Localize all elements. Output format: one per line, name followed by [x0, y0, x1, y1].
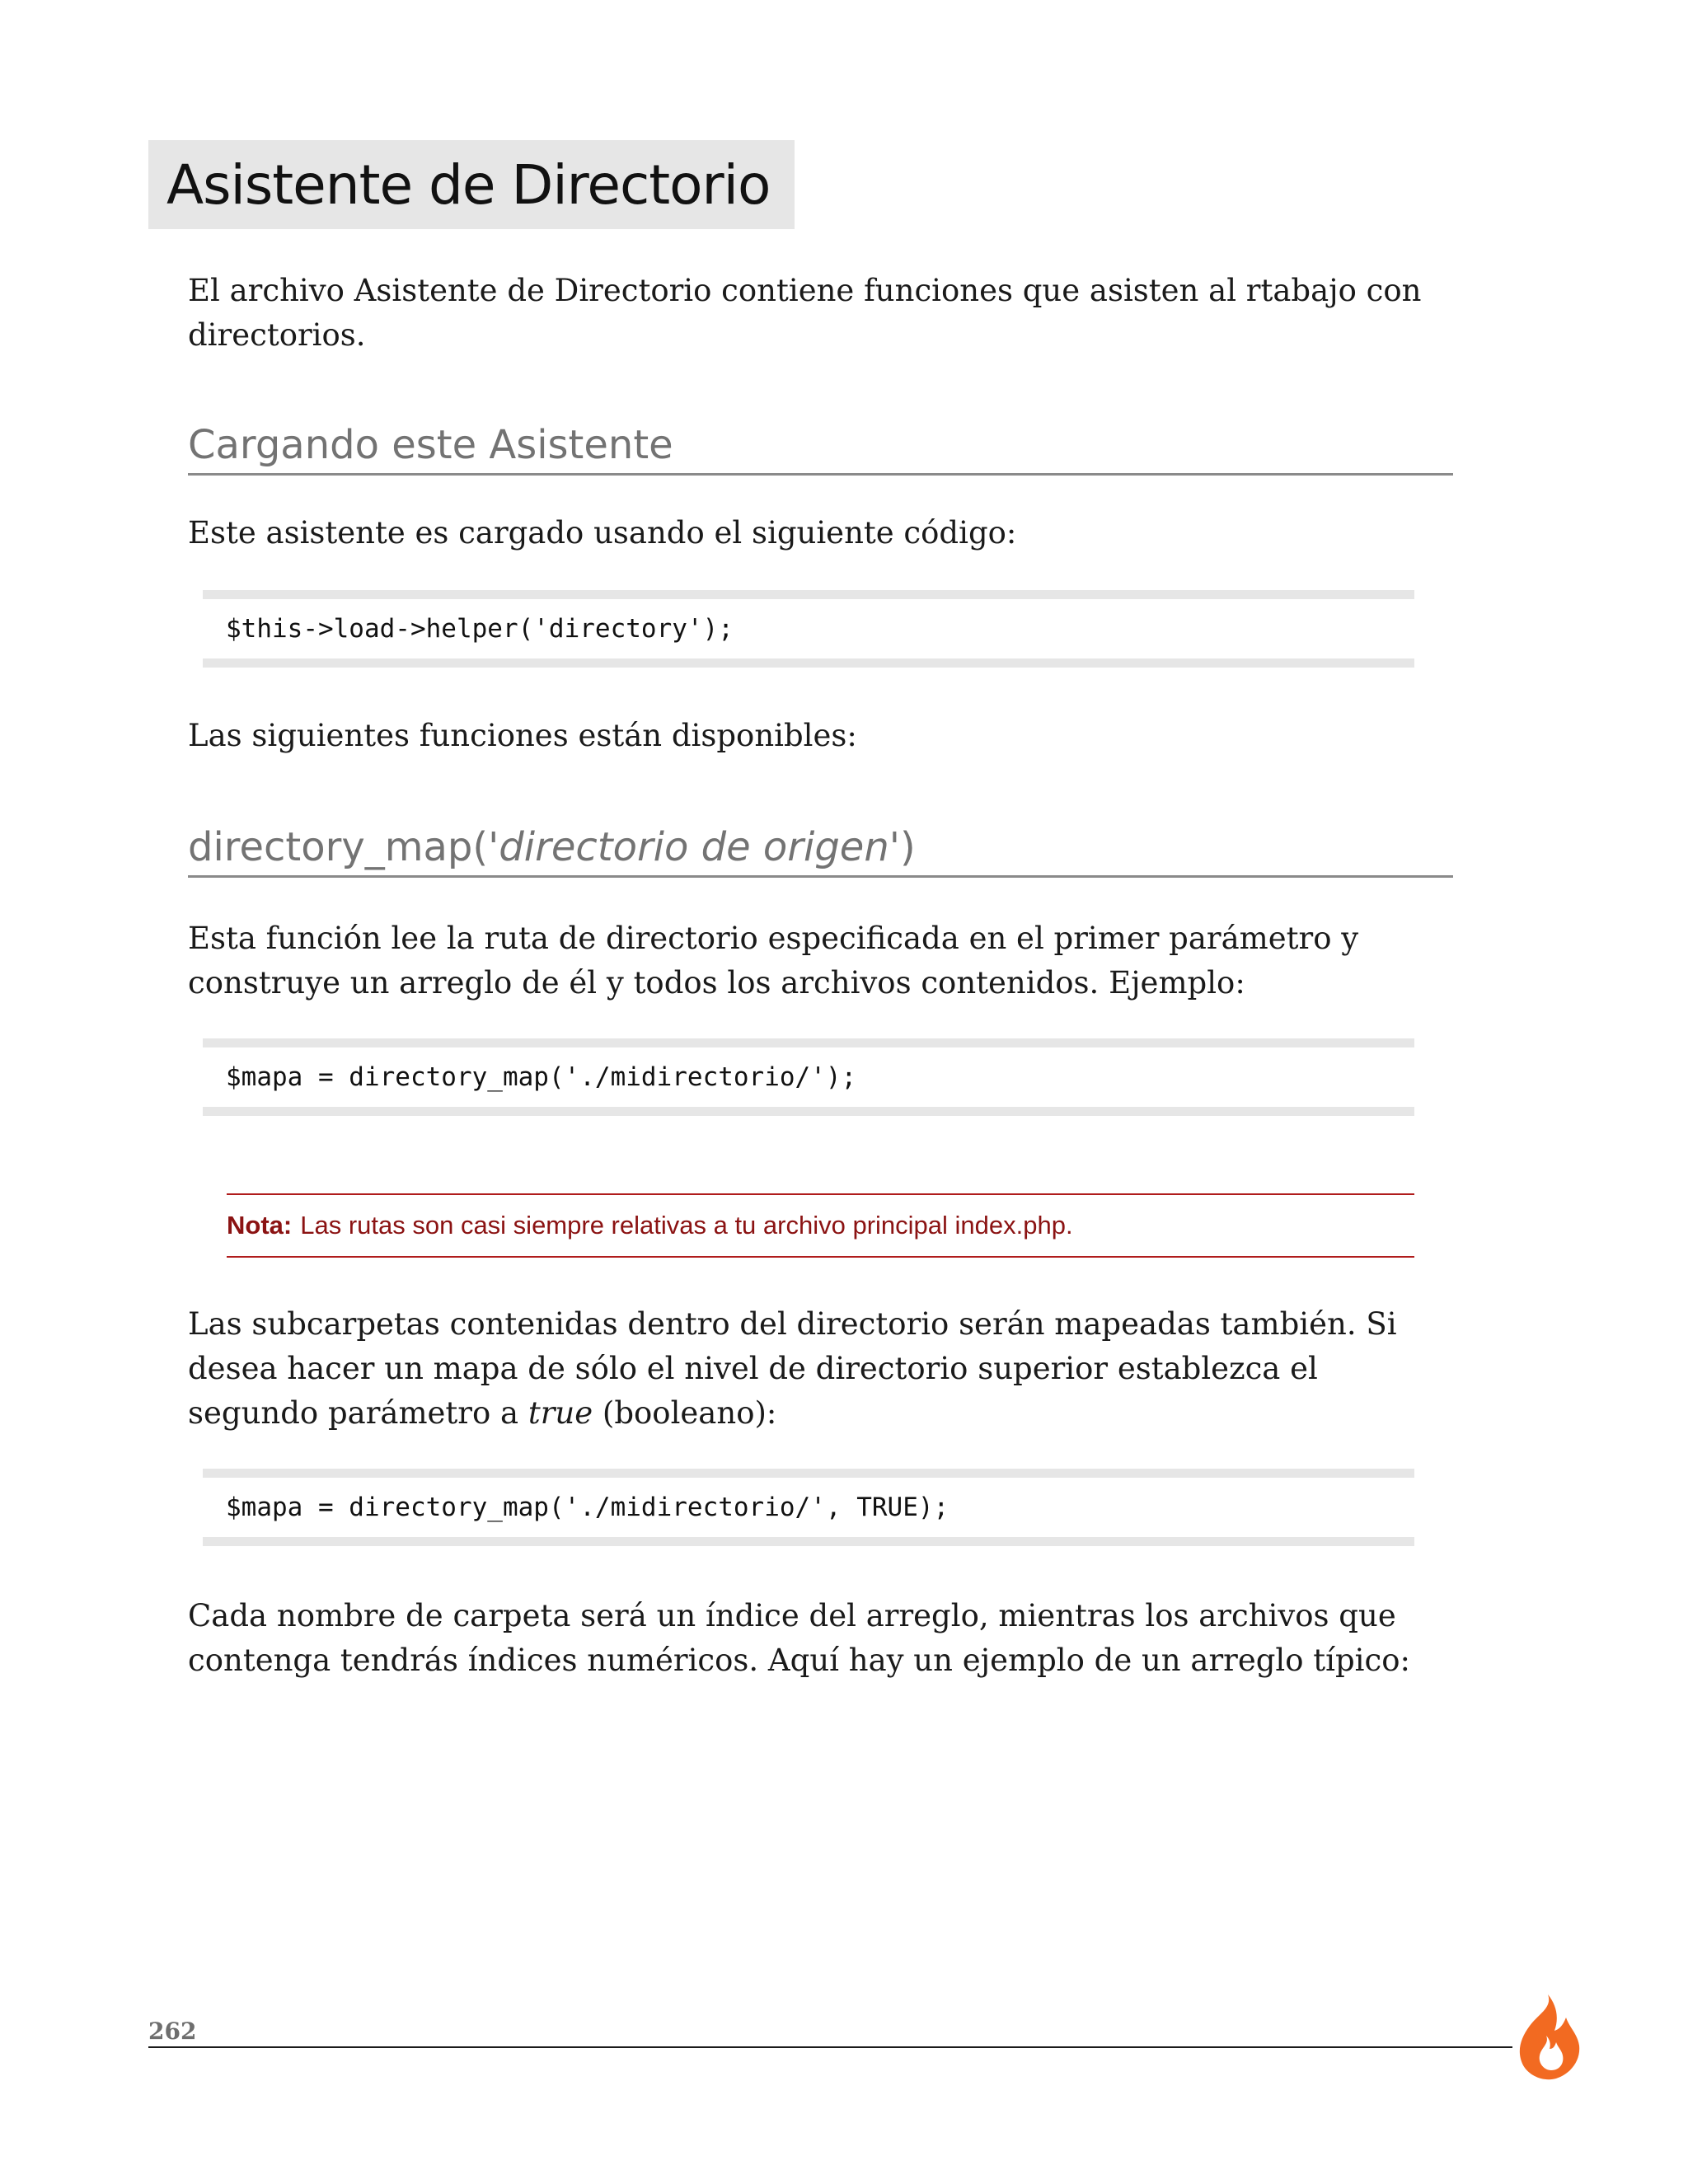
page-number: 262	[148, 2018, 197, 2045]
note-label: Nota:	[227, 1211, 293, 1240]
loading-text-section	[188, 511, 1457, 555]
code-block-load-helper	[203, 590, 1414, 668]
heading-function-name: directory_map('	[188, 824, 499, 870]
intro-section	[188, 269, 1457, 358]
note-text: Las rutas son casi siempre relativas a tu archivo principal index.php.	[300, 1211, 1073, 1240]
directory-map-description: Esta función lee la ruta de directorio especificada en el primer parámetro y construye un arreglo de él y todos los archivos contenidos. Ejemplo:	[188, 921, 1359, 1001]
subfolders-section	[188, 1302, 1457, 1436]
subfolders-text-1: Las subcarpetas contenidas dentro del directorio serán mapeadas también. Si desea hacer un mapa de sólo el nivel de directorio superior establezca el segundo parámetro a	[188, 1306, 1397, 1431]
note-box	[227, 1193, 1414, 1258]
directory-map-description-section	[188, 916, 1457, 1005]
section-heading-directory-map	[188, 824, 1453, 878]
flame-logo-icon	[1505, 1993, 1584, 2082]
code-example-1: $mapa = directory_map('./midirectorio/');	[226, 1062, 857, 1092]
subfolders-text-2: (booleano):	[593, 1395, 777, 1431]
loading-paragraph: Este asistente es cargado usando el siguiente código:	[188, 515, 1017, 551]
heading-function-param: directorio de origen	[499, 824, 889, 870]
code-load-helper: $this->load->helper('directory');	[226, 614, 734, 644]
available-functions-section	[188, 714, 1457, 758]
subfolders-true-keyword: true	[528, 1395, 593, 1431]
closing-section	[188, 1594, 1457, 1683]
subfolders-paragraph	[188, 1302, 1457, 1436]
code-block-example-2	[203, 1469, 1414, 1546]
heading-function-suffix: ')	[889, 824, 916, 870]
intro-paragraph: El archivo Asistente de Directorio contiene funciones que asisten al rtabajo con directorios.	[188, 273, 1422, 353]
code-example-2: $mapa = directory_map('./midirectorio/', TRUE);	[226, 1493, 950, 1522]
available-functions-paragraph: Las siguientes funciones están disponibles:	[188, 718, 857, 753]
section-heading-loading: Cargando este Asistente	[188, 422, 1453, 476]
page-title-box	[148, 140, 795, 229]
page-title: Asistente de Directorio	[166, 152, 771, 217]
closing-paragraph: Cada nombre de carpeta será un índice del arreglo, mientras los archivos que contenga tendrás índices numéricos. Aquí hay un ejemplo de un arreglo típico:	[188, 1598, 1410, 1678]
footer-divider	[148, 2046, 1512, 2048]
code-block-example-1	[203, 1038, 1414, 1116]
